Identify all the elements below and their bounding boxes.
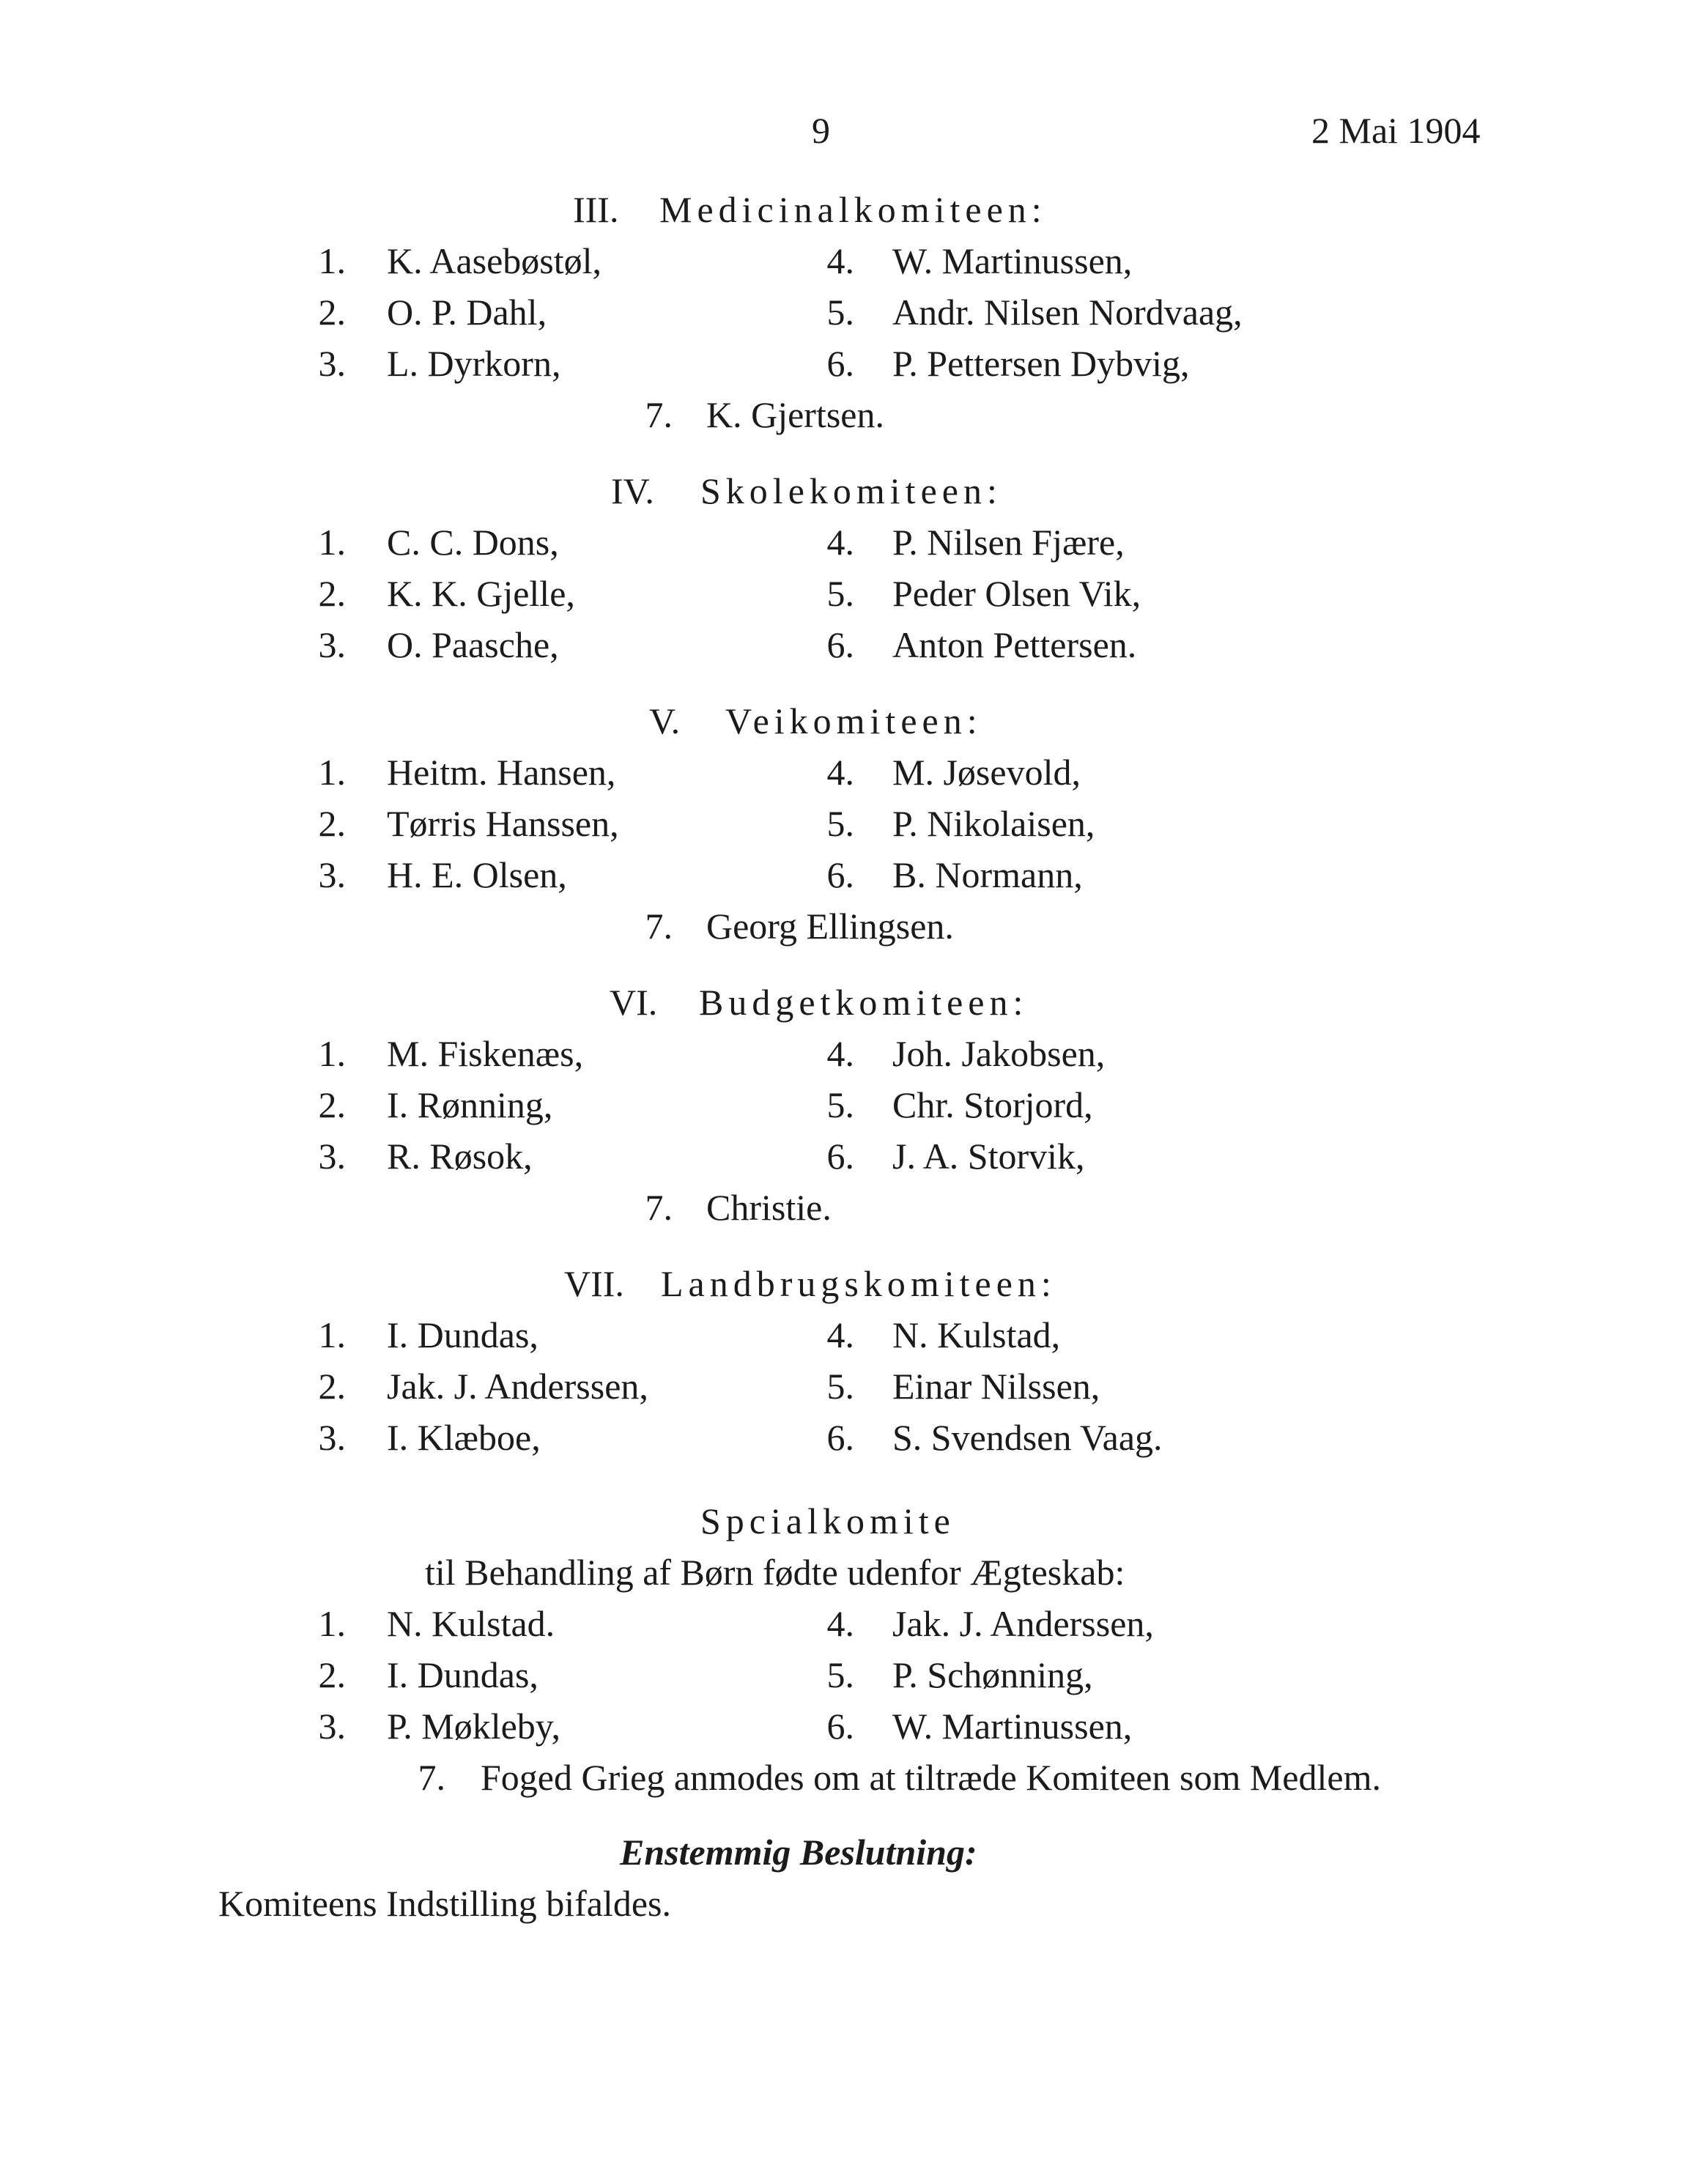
member-name: Georg Ellingsen. <box>706 906 954 947</box>
member-number: 3. <box>318 624 346 665</box>
member-number: 6. <box>826 343 854 384</box>
member-name: P. Nilsen Fjære, <box>892 522 1125 563</box>
member-number: 5. <box>826 803 854 844</box>
member-name: H. E. Olsen, <box>387 854 567 895</box>
member-name: J. A. Storvik, <box>892 1136 1085 1177</box>
member-name: Einar Nilssen, <box>892 1366 1100 1407</box>
member-number: 2. <box>318 1084 346 1125</box>
committee-numeral: VI. <box>610 982 658 1023</box>
member-number: 3. <box>318 1706 346 1747</box>
member-number: 6. <box>826 854 854 895</box>
member-name: Jak. J. Anderssen, <box>892 1603 1154 1644</box>
member-name: Andr. Nilsen Nordvaag, <box>892 292 1243 333</box>
member-name: M. Jøsevold, <box>892 752 1081 793</box>
member-number: 3. <box>318 1136 346 1177</box>
member-number: 7. <box>645 906 673 947</box>
member-number: 7. <box>645 394 673 435</box>
member-name: Anton Pettersen. <box>892 624 1137 665</box>
member-name: L. Dyrkorn, <box>387 343 561 384</box>
member-number: 5. <box>826 1084 854 1125</box>
special-committee-subtitle: til Behandling af Børn fødte udenfor Ægteskab: <box>425 1552 1125 1593</box>
committee-numeral: III. <box>573 189 619 230</box>
member-number: 5. <box>826 1366 854 1407</box>
member-name: P. Møkleby, <box>387 1706 561 1747</box>
member-name: M. Fiskenæs, <box>387 1033 584 1074</box>
member-name: Christie. <box>706 1187 832 1228</box>
decision-text: Komiteens Indstilling bifaldes. <box>218 1883 671 1924</box>
member-name: P. Nikolaisen, <box>892 803 1095 844</box>
member-name: I. Rønning, <box>387 1084 553 1125</box>
member-number: 4. <box>826 1603 854 1644</box>
member-name: K. Gjertsen. <box>706 394 884 435</box>
member-number: 1. <box>318 522 346 563</box>
member-number: 2. <box>318 1654 346 1695</box>
member-number: 2. <box>318 803 346 844</box>
member-number: 6. <box>826 1417 854 1458</box>
committee-numeral: IV. <box>611 470 654 511</box>
decision-heading: Enstemmig Beslutning: <box>620 1832 977 1873</box>
member-number: 5. <box>826 1654 854 1695</box>
member-number: 2. <box>318 292 346 333</box>
member-name: C. C. Dons, <box>387 522 559 563</box>
member-number: 1. <box>318 1314 346 1355</box>
member-number: 7. <box>418 1757 445 1798</box>
committee-numeral: V. <box>649 700 681 741</box>
member-number: 6. <box>826 1706 854 1747</box>
member-name: I. Klæboe, <box>387 1417 541 1458</box>
member-name: K. K. Gjelle, <box>387 573 575 614</box>
committee-title: Medicinalkomiteen: <box>659 189 1047 230</box>
page-date: 2 Mai 1904 <box>1311 110 1481 151</box>
member-number: 3. <box>318 854 346 895</box>
member-number: 4. <box>826 240 854 281</box>
member-number: 4. <box>826 1033 854 1074</box>
member-name: O. Paasche, <box>387 624 559 665</box>
member-name: K. Aasebøstøl, <box>387 240 602 281</box>
member-number: 6. <box>826 624 854 665</box>
member-number: 2. <box>318 573 346 614</box>
member-name: N. Kulstad, <box>892 1314 1061 1355</box>
member-number: 5. <box>826 573 854 614</box>
member-name: B. Normann, <box>892 854 1083 895</box>
member-name: Tørris Hanssen, <box>387 803 619 844</box>
member-name: Peder Olsen Vik, <box>892 573 1141 614</box>
member-name: W. Martinussen, <box>892 1706 1133 1747</box>
committee-numeral: VII. <box>564 1263 624 1304</box>
member-name: P. Pettersen Dybvig, <box>892 343 1190 384</box>
member-number: 4. <box>826 752 854 793</box>
member-number: 1. <box>318 240 346 281</box>
member-number: 7. <box>645 1187 673 1228</box>
committee-title: Landbrugskomiteen: <box>661 1263 1056 1304</box>
member-note: Foged Grieg anmodes om at tiltræde Komiteen som Medlem. <box>481 1757 1381 1798</box>
member-name: O. P. Dahl, <box>387 292 547 333</box>
member-name: N. Kulstad. <box>387 1603 555 1644</box>
member-name: S. Svendsen Vaag. <box>892 1417 1163 1458</box>
member-name: Chr. Storjord, <box>892 1084 1093 1125</box>
page-number: 9 <box>812 110 830 151</box>
member-number: 1. <box>318 1603 346 1644</box>
member-name: Joh. Jakobsen, <box>892 1033 1106 1074</box>
member-name: W. Martinussen, <box>892 240 1133 281</box>
member-name: I. Dundas, <box>387 1314 538 1355</box>
member-number: 6. <box>826 1136 854 1177</box>
special-committee-title: Spcialkomite <box>700 1500 955 1541</box>
member-number: 1. <box>318 752 346 793</box>
member-number: 3. <box>318 1417 346 1458</box>
member-name: I. Dundas, <box>387 1654 538 1695</box>
member-name: P. Schønning, <box>892 1654 1093 1695</box>
member-number: 4. <box>826 522 854 563</box>
committee-title: Veikomiteen: <box>725 700 982 741</box>
member-name: R. Røsok, <box>387 1136 533 1177</box>
member-number: 1. <box>318 1033 346 1074</box>
member-number: 2. <box>318 1366 346 1407</box>
committee-title: Budgetkomiteen: <box>699 982 1029 1023</box>
member-name: Heitm. Hansen, <box>387 752 616 793</box>
member-number: 4. <box>826 1314 854 1355</box>
member-number: 3. <box>318 343 346 384</box>
member-number: 5. <box>826 292 854 333</box>
committee-title: Skolekomiteen: <box>700 470 1002 511</box>
member-name: Jak. J. Anderssen, <box>387 1366 648 1407</box>
